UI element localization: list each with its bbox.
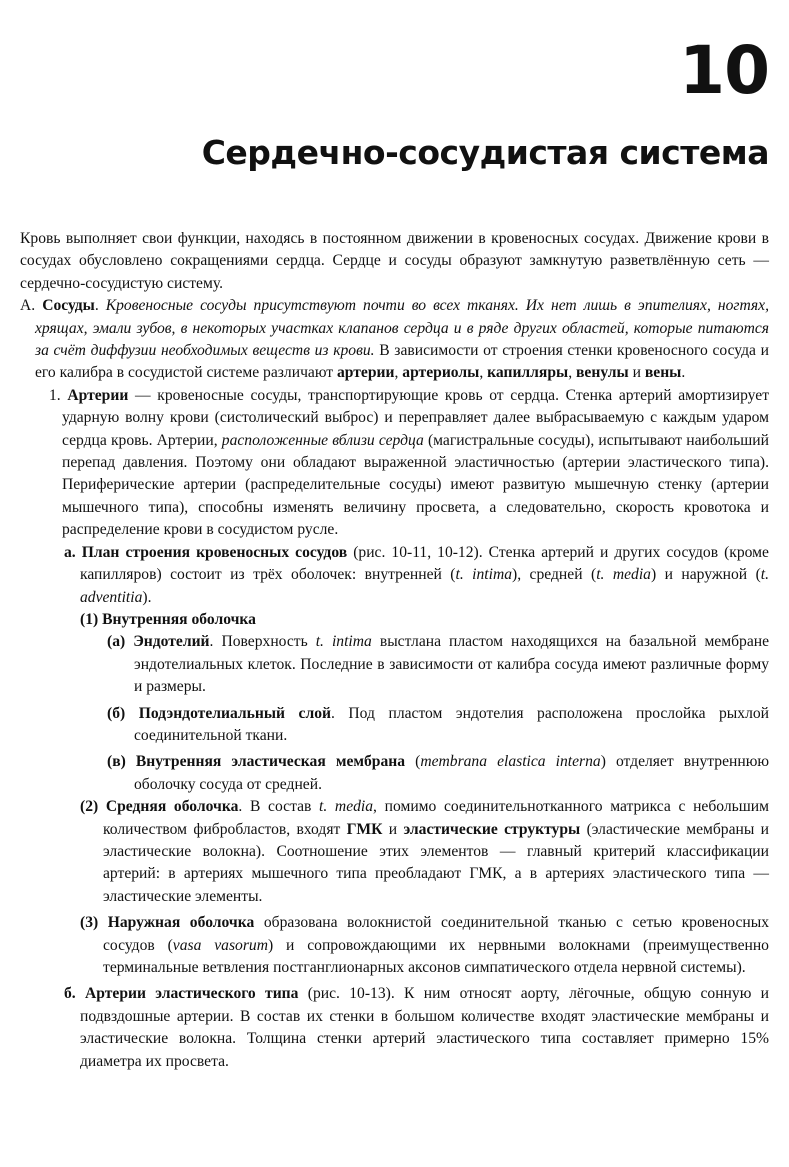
term-arterioles: артериолы	[402, 364, 480, 382]
inner-c-marker: (в)	[107, 753, 126, 771]
outer-text-1: образована волокнистой соединительной тканью с сетью кровеносных сосудов (	[103, 914, 770, 954]
item-1-marker: 1.	[49, 386, 61, 404]
inner-c-text: отделяет внутреннюю оболочку сосуда от средней.	[134, 753, 769, 793]
section-a-marker: А.	[20, 297, 36, 315]
chapter-title: Сердечно-сосудистая система	[201, 133, 769, 172]
item-b-heading: Артерии эластического типа	[85, 985, 299, 1003]
inner-a-heading: Эндотелий	[133, 633, 210, 651]
inner-c-heading: Внутренняя эластическая мембрана	[135, 753, 406, 771]
section-a-body: В зависимости от строения стенки кровеносного сосуда и его калибра в сосудистой системе различают	[35, 342, 769, 382]
and-word: и	[632, 364, 641, 382]
inner-layer-heading	[20, 609, 769, 631]
middle-and-word: и	[388, 820, 398, 838]
inner-a-text-2: выстлана пластом находящихся на базальной мембране эндотелиальных клеток. Последние в зависимости от калибра сосуда имеют различные форму и размеры.	[134, 633, 770, 696]
middle-text-2: , помимо соединительнотканного матрикса с небольшим количеством фибробластов, входят	[103, 798, 769, 838]
outer-text-2: ) и сопровождающими их нервными волокнами (преимущественно терминальные ветвления постганглионарных аксонов симпатического отдела нервной системы).	[103, 936, 769, 976]
inner-a-term: t. intima	[315, 633, 372, 651]
term-capillaries: капилляры	[487, 364, 569, 382]
middle-text-1: В состав	[249, 798, 312, 816]
item-b-paragraph	[20, 983, 769, 1073]
item-1-text-1: — кровеносные сосуды, транспортирующие кровь от сердца. Стенка артерий амортизирует ударную волну крови (систолический выброс) и переправляет далее выбрасываемую с каждым ударом сердца кровь. Артерии,	[62, 386, 770, 449]
intro-paragraph: Кровь выполняет свои функции, находясь в постоянном движении в кровеносных сосудах. Движение крови в сосудах обусловлено сокращениями сердца. Сердце и сосуды образуют замкнутую разветвлённую сеть — сердечно-сосудистую систему.	[20, 230, 769, 292]
item-a-term-adventitia: t. adventitia	[80, 566, 770, 606]
item-b-fig-ref: (рис. 10-13).	[307, 985, 395, 1003]
outer-marker: (3)	[80, 914, 99, 932]
inner-b-text: Под пластом эндотелия расположена прослойка рыхлой соединительной ткани.	[134, 704, 769, 744]
inner-c-term: membrana elastica interna	[420, 753, 601, 771]
outer-layer-paragraph	[20, 912, 769, 979]
item-a-term-media: t. media	[596, 566, 651, 584]
middle-marker: (2)	[80, 798, 99, 816]
item-a-term-intima: t. intima	[455, 566, 513, 584]
section-a-heading: Сосуды	[42, 297, 95, 315]
item-1-paragraph	[20, 385, 769, 542]
inner-b-heading: Подэндотелиальный слой	[138, 704, 332, 722]
term-veins: вены	[644, 364, 682, 382]
middle-layer-paragraph: (2) Средняя оболочка. В состав t. media, помимо соединительнотканного матрикса с небольшим количеством фибробластов, входят ГМК и эластические структуры (эластические мембраны и эластические волокна). Соотношение этих элементов — главный критерий классификации артерий: в артериях мышечного типа преобладают ГМК, а в артериях эластического типа — эластические элементы.	[80, 798, 770, 905]
item-a-text-4: ).	[142, 588, 152, 606]
inner-a-paragraph: (а) Эндотелий. Поверхность t. intima выстлана пластом находящихся на базальной мембране эндотелиальных клеток. Последние в зависимости от калибра сосуда имеют различные форму и размеры.	[107, 633, 770, 696]
item-a-marker: а.	[64, 543, 76, 561]
middle-term: t. media	[319, 798, 374, 816]
item-1-italic: расположенные вблизи сердца	[221, 431, 424, 449]
inner-b-paragraph: (б) Подэндотелиальный слой. Под пластом эндотелия расположена прослойка рыхлой соединительной ткани.	[107, 704, 769, 744]
inner-marker: (1)	[80, 610, 99, 628]
section-a-lead: Кровеносные сосуды присутствуют почти во всех тканях. Их нет лишь в эпителиях, ногтях, хрящах, эмали зубов, в некоторых участках клапанов сердца и в ряде других областей, которые питаются за счёт диффузии необходимых веществ из крови.	[35, 297, 769, 360]
middle-text-3: (эластические мембраны и эластические волокна). Соотношение этих элементов — главный критерий классификации артерий: в артериях мышечного типа преобладают ГМК, а в артериях эластического типа — эластические элементы.	[103, 820, 770, 905]
middle-bold-smc: ГМК	[346, 820, 383, 838]
inner-a-text-1: Поверхность	[221, 633, 308, 651]
item-1-text-2: (магистральные сосуды), испытывают наибольший перепад давления. Поэтому они обладают выраженной эластичностью (артерии эластического типа). Периферические артерии (распределительные сосуды) имеют развитую мышечную стенку (артерии мышечного типа), способны изменять величину просвета, а следовательно, скорость кровотока и распределение крови в сосудистом русле.	[62, 431, 769, 539]
item-b-text: К ним относят аорту, лёгочные, общую сонную и подвздошные артерии. В состав их стенки в большом количестве входят эластические мембраны и эластические волокна. Толщина стенки артерий эластического типа составляет примерно 15% диаметра их просвета.	[80, 985, 769, 1070]
inner-a-marker: (а)	[107, 633, 126, 651]
outer-heading: Наружная оболочка	[107, 914, 255, 932]
inner-heading: Внутренняя оболочка	[102, 610, 256, 628]
item-b-marker: б.	[64, 985, 76, 1003]
item-a-text-3: ) и наружной (	[650, 566, 761, 584]
chapter-number: 10	[679, 32, 769, 109]
inner-b-marker: (б)	[107, 704, 126, 722]
middle-heading: Средняя оболочка	[105, 798, 239, 816]
item-a-paragraph	[20, 542, 769, 609]
term-arteries: артерии	[337, 364, 395, 382]
inner-c-paragraph: (в) Внутренняя эластическая мембрана (membrana elastica interna) отделяет внутреннюю оболочку сосуда от средней.	[107, 753, 769, 793]
section-a-paragraph: А. Сосуды. Кровеносные сосуды присутствуют почти во всех тканях. Их нет лишь в эпителиях, ногтях, хрящах, эмали зубов, в некоторых участках клапанов сердца и в ряде других областей, которые питаются за счёт диффузии необходимых веществ из крови. В зависимости от строения стенки кровеносного сосуда и его калибра в сосудистой системе различают артерии, артериолы, капилляры, венулы и вены.	[20, 297, 769, 382]
page-body	[20, 228, 769, 1073]
item-a-heading: План строения кровеносных сосудов	[81, 543, 348, 561]
term-venules: венулы	[576, 364, 629, 382]
item-a-text-2: ), средней (	[512, 566, 597, 584]
outer-term: vasa vasorum	[172, 936, 268, 954]
middle-bold-elastic: эластические структуры	[403, 820, 581, 838]
item-a-fig-ref: (рис. 10-11, 10-12).	[353, 543, 483, 561]
item-1-heading: Артерии	[67, 386, 129, 404]
item-a-text-1: Стенка артерий и других сосудов (кроме капилляров) состоит из трёх оболочек: внутренней (	[80, 543, 769, 584]
